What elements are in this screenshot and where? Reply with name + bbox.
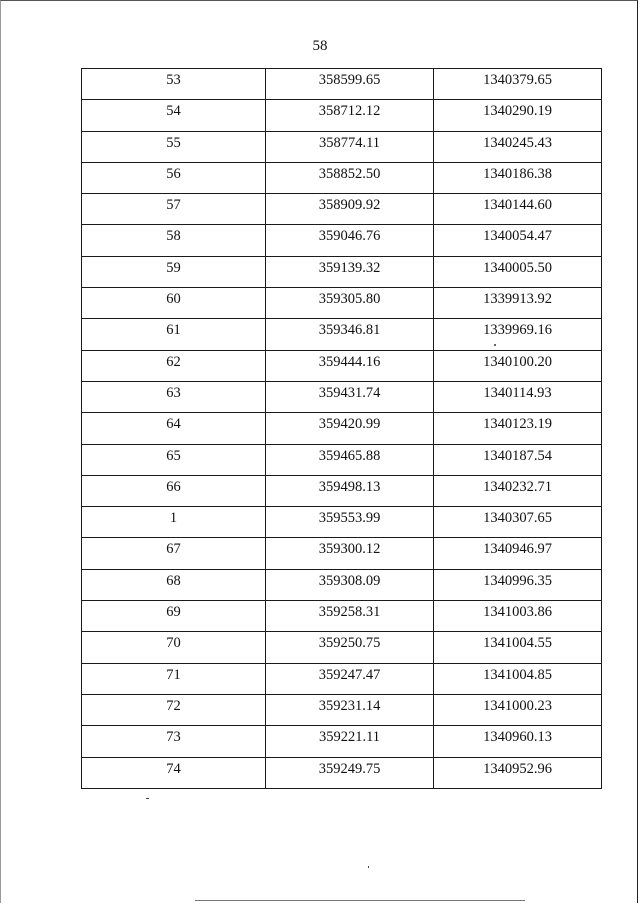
table-row — [82, 632, 602, 663]
x-coordinate-cell: 359247.47 — [266, 663, 434, 694]
table-row — [82, 413, 602, 444]
coordinates-table — [81, 68, 602, 789]
point-number-cell: 64 — [82, 413, 266, 444]
point-number-cell: 70 — [82, 632, 266, 663]
point-number-cell: 62 — [82, 350, 266, 381]
table-row — [82, 381, 602, 412]
x-coordinate-cell: 359250.75 — [266, 632, 434, 663]
x-coordinate-cell: 359346.81 — [266, 319, 434, 350]
table-row — [82, 757, 602, 788]
point-number-cell: 68 — [82, 569, 266, 600]
x-coordinate-cell: 359258.31 — [266, 601, 434, 632]
point-number-cell: 57 — [82, 194, 266, 225]
scan-speck — [368, 866, 369, 868]
x-coordinate-cell: 358909.92 — [266, 194, 434, 225]
point-number-cell: 61 — [82, 319, 266, 350]
point-number-cell: 67 — [82, 538, 266, 569]
y-coordinate-cell: 1340100.20 — [434, 350, 602, 381]
table-row — [82, 507, 602, 538]
y-coordinate-cell: 1341004.55 — [434, 632, 602, 663]
table-row — [82, 131, 602, 162]
x-coordinate-cell: 359221.11 — [266, 726, 434, 757]
table-row — [82, 162, 602, 193]
y-coordinate-cell: 1340996.35 — [434, 569, 602, 600]
table-row — [82, 350, 602, 381]
table-row — [82, 100, 602, 131]
y-coordinate-cell: 1340232.71 — [434, 475, 602, 506]
table-row — [82, 663, 602, 694]
x-coordinate-cell: 359308.09 — [266, 569, 434, 600]
y-coordinate-cell: 1340054.47 — [434, 225, 602, 256]
y-coordinate-cell: 1340144.60 — [434, 194, 602, 225]
table-row — [82, 694, 602, 725]
point-number-cell: 60 — [82, 288, 266, 319]
x-coordinate-cell: 359553.99 — [266, 507, 434, 538]
y-coordinate-cell: 1341004.85 — [434, 663, 602, 694]
coordinates-table-body — [82, 69, 602, 789]
x-coordinate-cell: 358852.50 — [266, 162, 434, 193]
table-row — [82, 319, 602, 350]
y-coordinate-cell: 1340005.50 — [434, 256, 602, 287]
point-number-cell: 59 — [82, 256, 266, 287]
x-coordinate-cell: 359498.13 — [266, 475, 434, 506]
y-coordinate-cell: 1340187.54 — [434, 444, 602, 475]
table-row — [82, 601, 602, 632]
point-number-cell: 69 — [82, 601, 266, 632]
y-coordinate-cell: 1340946.97 — [434, 538, 602, 569]
point-number-cell: 53 — [82, 69, 266, 100]
y-coordinate-cell: 1339969.16 — [434, 319, 602, 350]
x-coordinate-cell: 359431.74 — [266, 381, 434, 412]
point-number-cell: 58 — [82, 225, 266, 256]
y-coordinate-cell: 1340123.19 — [434, 413, 602, 444]
table-row — [82, 538, 602, 569]
y-coordinate-cell: 1340245.43 — [434, 131, 602, 162]
y-coordinate-cell: 1340186.38 — [434, 162, 602, 193]
point-number-cell: 74 — [82, 757, 266, 788]
point-number-cell: 66 — [82, 475, 266, 506]
point-number-cell: 54 — [82, 100, 266, 131]
point-number-cell: 71 — [82, 663, 266, 694]
table-row — [82, 194, 602, 225]
x-coordinate-cell: 359305.80 — [266, 288, 434, 319]
y-coordinate-cell: 1341003.86 — [434, 601, 602, 632]
table-row — [82, 444, 602, 475]
x-coordinate-cell: 359465.88 — [266, 444, 434, 475]
page-number: 58 — [312, 38, 328, 54]
table-row — [82, 475, 602, 506]
x-coordinate-cell: 359420.99 — [266, 413, 434, 444]
table-row — [82, 288, 602, 319]
y-coordinate-cell: 1341000.23 — [434, 694, 602, 725]
x-coordinate-cell: 358712.12 — [266, 100, 434, 131]
point-number-cell: 55 — [82, 131, 266, 162]
table-row — [82, 569, 602, 600]
y-coordinate-cell: 1340114.93 — [434, 381, 602, 412]
y-coordinate-cell: 1340290.19 — [434, 100, 602, 131]
x-coordinate-cell: 359300.12 — [266, 538, 434, 569]
x-coordinate-cell: 359444.16 — [266, 350, 434, 381]
point-number-cell: 56 — [82, 162, 266, 193]
table-row — [82, 225, 602, 256]
bottom-rule — [195, 900, 525, 901]
point-number-cell: 72 — [82, 694, 266, 725]
table-row — [82, 726, 602, 757]
x-coordinate-cell: 358774.11 — [266, 131, 434, 162]
table-row — [82, 256, 602, 287]
x-coordinate-cell: 359231.14 — [266, 694, 434, 725]
point-number-cell: 65 — [82, 444, 266, 475]
point-number-cell: 63 — [82, 381, 266, 412]
x-coordinate-cell: 358599.65 — [266, 69, 434, 100]
y-coordinate-cell: 1340952.96 — [434, 757, 602, 788]
y-coordinate-cell: 1339913.92 — [434, 288, 602, 319]
y-coordinate-cell: 1340960.13 — [434, 726, 602, 757]
point-number-cell: 1 — [82, 507, 266, 538]
x-coordinate-cell: 359249.75 — [266, 757, 434, 788]
point-number-cell: 73 — [82, 726, 266, 757]
x-coordinate-cell: 359139.32 — [266, 256, 434, 287]
x-coordinate-cell: 359046.76 — [266, 225, 434, 256]
table-row — [82, 69, 602, 100]
scan-speck — [146, 798, 149, 799]
y-coordinate-cell: 1340307.65 — [434, 507, 602, 538]
scan-speck — [494, 344, 496, 346]
y-coordinate-cell: 1340379.65 — [434, 69, 602, 100]
